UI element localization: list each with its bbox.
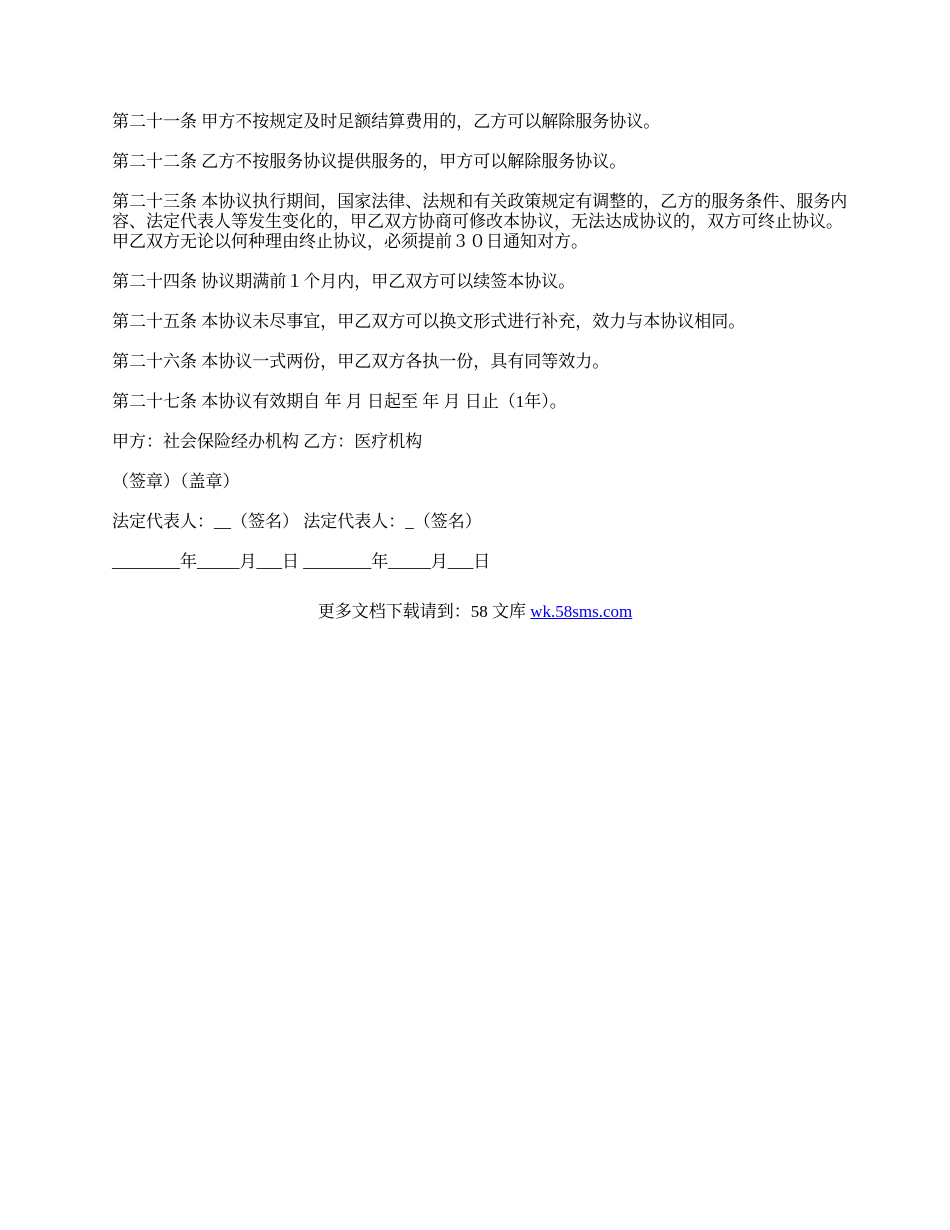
footer-link[interactable]: wk.58sms.com [530, 602, 633, 621]
clause-23: 第二十三条 本协议执行期间，国家法律、法规和有关政策规定有调整的，乙方的服务条件、服务内容、法定代表人等发生变化的，甲乙双方协商可修改本协议，无法达成协议的，双方可终止协议。甲乙双方无论以何种理由终止协议，必须提前３０日通知对方。 [112, 192, 848, 251]
signature-representatives: 法定代表人：__（签名） 法定代表人：_（签名） [112, 512, 482, 531]
clause-21: 第二十一条 甲方不按规定及时足额结算费用的，乙方可以解除服务协议。 [112, 112, 661, 131]
clause-27: 第二十七条 本协议有效期自 年 月 日起至 年 月 日止（1年）。 [112, 392, 567, 411]
clause-22: 第二十二条 乙方不按服务协议提供服务的，甲方可以解除服务协议。 [112, 152, 627, 171]
document-page [112, 112, 852, 592]
clause-26: 第二十六条 本协议一式两份，甲乙双方各执一份，具有同等效力。 [112, 352, 610, 371]
clause-24: 第二十四条 协议期满前１个月内，甲乙双方可以续签本协议。 [112, 272, 576, 291]
signature-dates: ________年_____月___日 ________年_____月___日 [112, 552, 491, 571]
footer [0, 602, 950, 622]
signature-seals: （签章）（盖章） [112, 472, 240, 491]
signature-parties: 甲方：社会保险经办机构 乙方：医疗机构 [112, 432, 423, 451]
footer-text: 更多文档下载请到：58 文库 [317, 602, 531, 621]
clause-25: 第二十五条 本协议未尽事宜，甲乙双方可以换文形式进行补充，效力与本协议相同。 [112, 312, 746, 331]
